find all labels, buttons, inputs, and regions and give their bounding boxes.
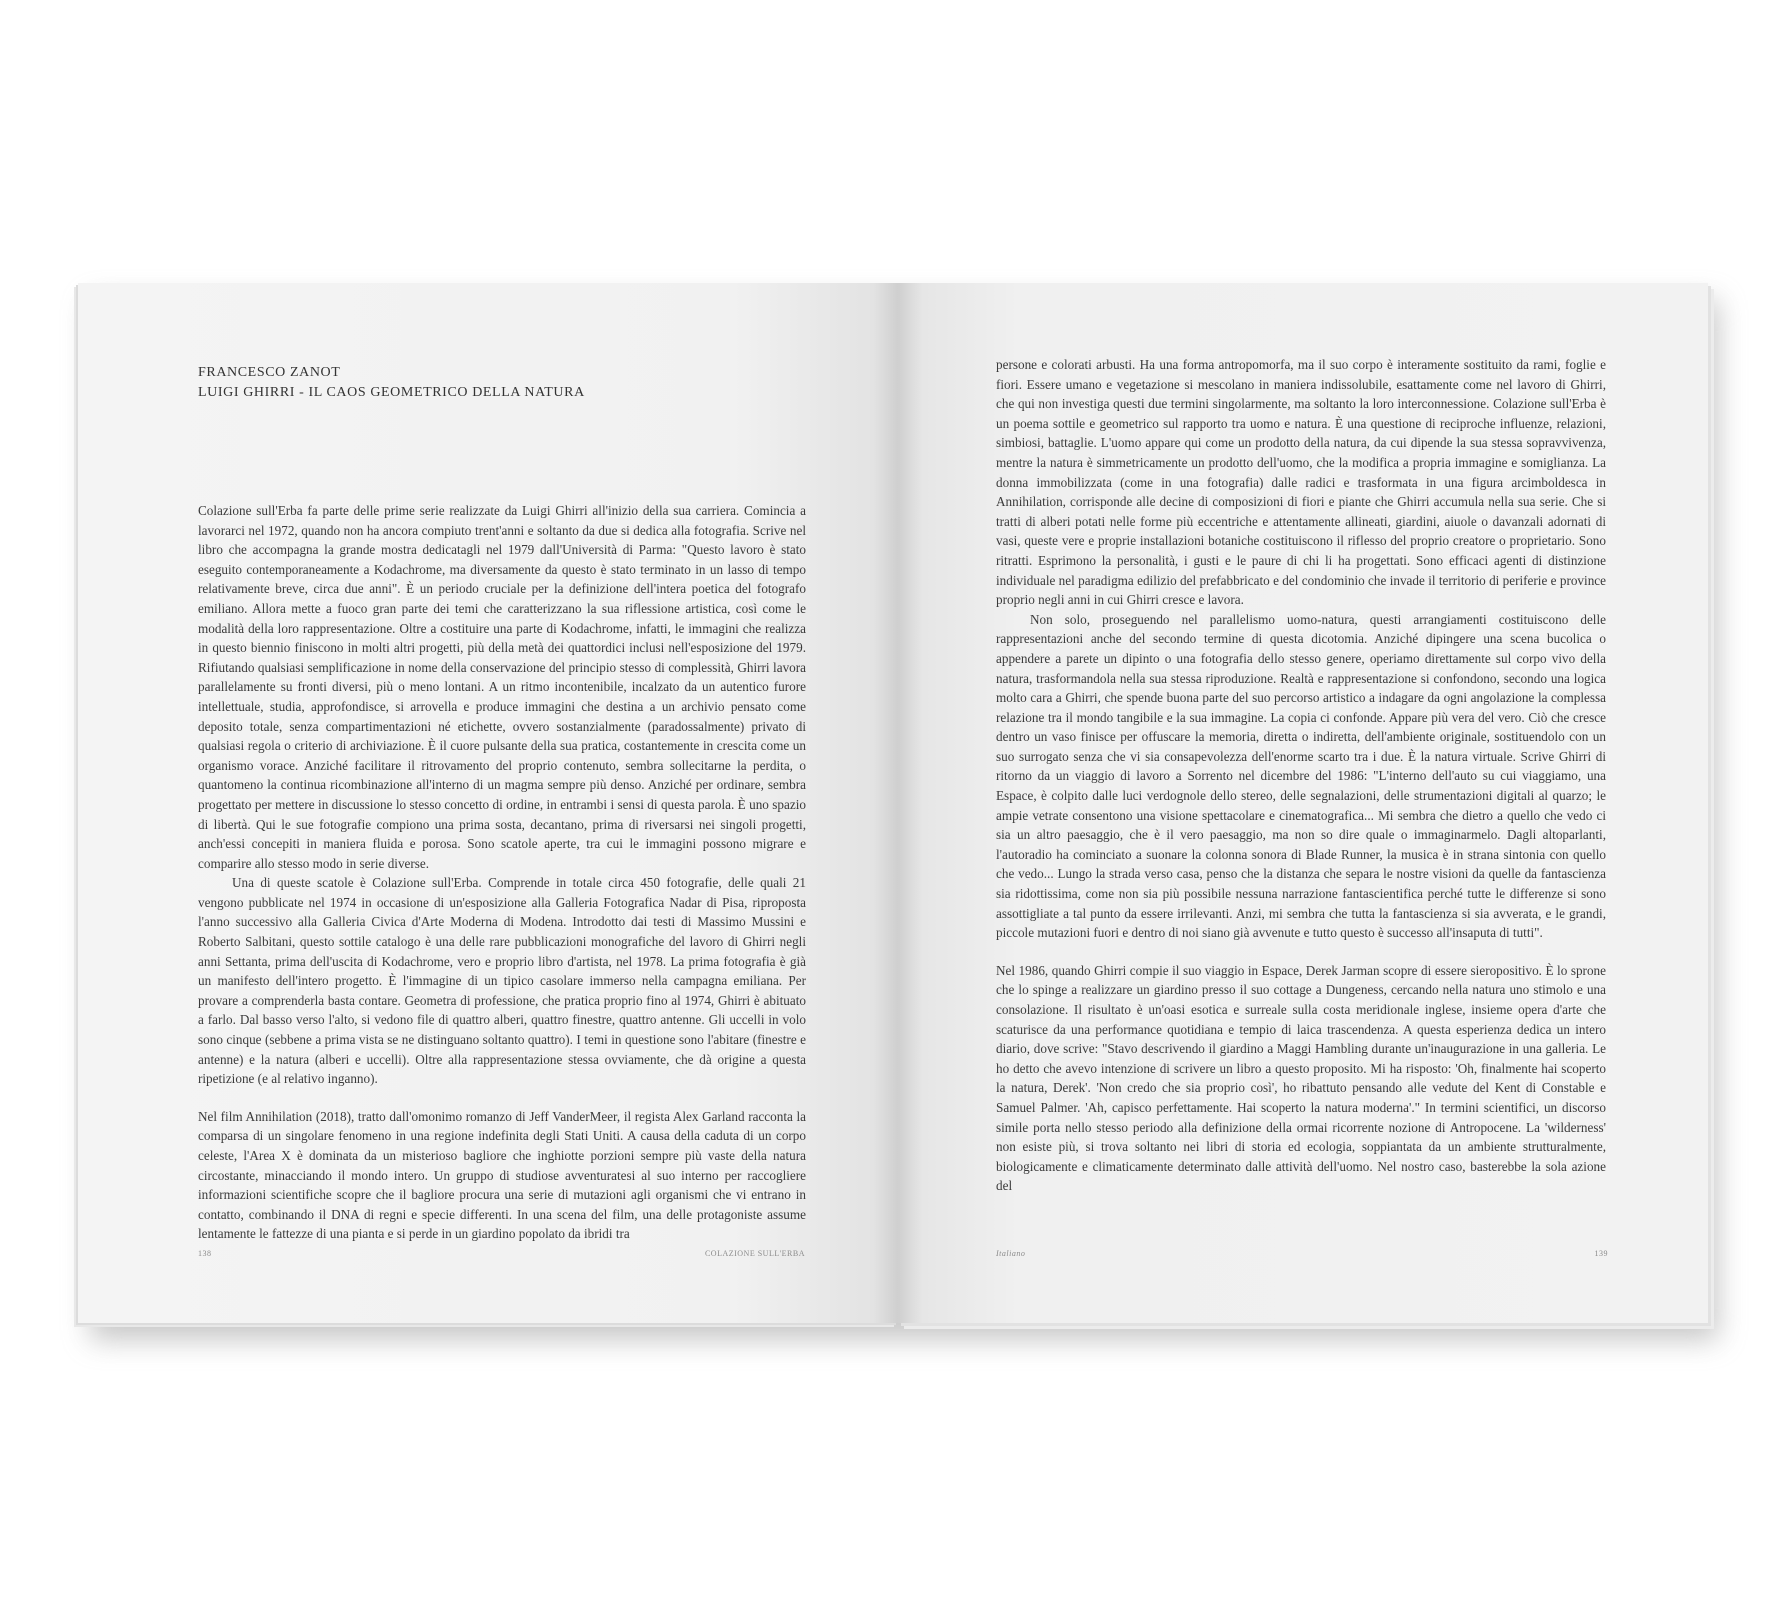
page-number: 138	[198, 1249, 212, 1258]
author-name: FRANCESCO ZANOT	[198, 365, 341, 380]
paragraph: persone e colorati arbusti. Ha una forma antropomorfa, ma il suo corpo è interamente sostituito da rami, foglie e fiori. Essere umano e vegetazione si mescolano in maniera indissolubile, esattamente come nel lavoro di Ghirri, che qui non investiga questi due termini singolarmente, ma soltanto la loro interconnessione. Colazione sull'Erba è un poema sottile e geometrico sul rapporto tra uomo e natura. È una questione di reciproche influenze, relazioni, simbiosi, battaglie. L'uomo appare qui come un prodotto della natura, da cui dipende la sua stessa sopravvivenza, mentre la natura è simmetricamente un prodotto dell'uomo, che la modifica a propria immagine e somiglianza. La donna immobilizzata (come in una fotografia) dalle radici e trasformata in una figura arcimboldesca in Annihilation, corrisponde alle decine di composizioni di fiori e piante che Ghirri accumula nella sua serie. Che si tratti di alberi potati nelle forme più eccentriche e attentamente allineati, giardini, aiuole o davanzali adornati di vasi, queste vere e proprie installazioni botaniche costituiscono il riflesso del proprio creatore o proprietario. Sono ritratti. Esprimono la personalità, i gusti e le paure di chi li ha progettati. Sono efficaci agenti di distinzione individuale nel paradigma edilizio del prefabbricato e del condominio che invade il territorio di periferie e province proprio negli anni in cui Ghirri cresce e lavora.	[996, 357, 1606, 608]
paragraph: Colazione sull'Erba fa parte delle prime serie realizzate da Luigi Ghirri all'inizio della sua carriera. Comincia a lavorarci nel 1972, quando non ha ancora compiuto trent'anni e soltanto da due si dedica alla fotografia. Scrive nel libro che accompagna la grande mostra dedicatagli nel 1979 dall'Università di Parma: "Questo lavoro è stato eseguito contemporaneamente a Kodachrome, ma diversamente da questo è stato terminato in un lasso di tempo relativamente breve, circa due anni". È un periodo cruciale per la definizione dell'intera poetica del fotografo emiliano. Allora mette a fuoco gran parte dei temi che caratterizzano la sua riflessione artistica, così come le modalità della loro rappresentazione. Oltre a costituire una parte di Kodachrome, infatti, le immagini che realizza in questo biennio finiscono in molti altri progetti, più della metà dei quattordici inclusi nell'esposizione del 1979. Rifiutando qualsiasi semplificazione in nome della conservazione del principio stesso di complessità, Ghirri lavora parallelamente su fronti diversi, più o meno lontani. A un ritmo incontenibile, incalzato da un autentico furore intellettuale, studia, approfondisce, si arrovella e produce immagini che destina a un archivio pensato come deposito totale, senza compartimentazioni né etichette, ovvero sostanzialmente (paradossalmente) privato di qualsiasi regola o criterio di archiviazione. È il cuore pulsante della sua pratica, costantemente in crescita come un organismo vorace. Anziché facilitare il ritrovamento del proprio contenuto, sembra sollecitarne la perdita, o quantomeno la continua ricombinazione all'interno di un magma sempre più denso. Anziché per ordinare, sembra progettato per mettere in discussione lo stesso concetto di ordine, in entrambi i sensi di questa parola. È uno spazio di libertà. Qui le sue fotografie compiono una prima sosta, decantano, prima di riversarsi nei singoli progetti, anch'essi concepiti in maniera fluida e porosa. Sono scatole aperte, tra cui le immagini possono migrare e comparire allo stesso modo in serie diverse.	[198, 503, 806, 871]
paragraph: Nel film Annihilation (2018), tratto dall'omonimo romanzo di Jeff VanderMeer, il regista Alex Garland racconta la comparsa di un singolare fenomeno in una regione indefinita degli Stati Uniti. A causa della caduta di un corpo celeste, l'Area X è dominata da un misterioso bagliore che inghiotte porzioni sempre più vaste della natura circostante, minacciando il mondo intero. Un gruppo di studiose avventuratesi al suo interno per raccogliere informazioni scientifiche scopre che il bagliore procura una serie di mutazioni agli organismi che vi entrano in contatto, combinando il DNA di regni e specie differenti. In una scena del film, una delle protagoniste assume lentamente le fattezze di una pianta e si perde in un giardino popolato da ibridi tra	[198, 1108, 806, 1242]
left-page	[78, 283, 898, 1323]
page-number: 139	[1594, 1249, 1608, 1258]
right-body-text	[996, 355, 1606, 1196]
paragraph: Una di queste scatole è Colazione sull'Erba. Comprende in totale circa 450 fotografie, delle quali 21 vengono pubblicate nel 1974 in occasione di un'esposizione alla Galleria Fotografica Nadar di Pisa, riproposta l'anno successivo alla Galleria Civica d'Arte Moderna di Modena. Introdotto dai testi di Massimo Mussini e Roberto Salbitani, questo sottile catalogo è una delle rare pubblicazioni monografiche del lavoro di Ghirri negli anni Settanta, prima dell'uscita di Kodachrome, vero e proprio libro d'artista, nel 1978. La prima fotografia è già un manifesto dell'intero progetto. È l'immagine di un tipico casolare immerso nella campagna emiliana. Per provare a comprenderla basta contare. Geometra di professione, che pratica proprio fino al 1974, Ghirri è abituato a farlo. Dal basso verso l'alto, si vedono file di quattro alberi, quattro finestre, quattro antenne. Gli uccelli in volo sono cinque (sebbene a prima vista se ne distinguano soltanto quattro). I temi in questione sono l'abitare (finestre e antenne) e la natura (alberi e uccelli). Oltre alla rappresentazione stessa ovviamente, che dà origine a questa ripetizione (e al relativo inganno).	[198, 875, 806, 1087]
essay-header	[198, 363, 585, 403]
running-language: Italiano	[996, 1249, 1026, 1258]
paragraph: Non solo, proseguendo nel parallelismo uomo-natura, questi arrangiamenti costituiscono delle rappresentazioni anche del secondo termine di questa dicotomia. Anziché dipingere una scena bucolica o appendere a parete un dipinto o una fotografia dello stesso genere, operiamo direttamente sul corpo vivo della natura, trasformandola nella sua stessa riproduzione. Realtà e rappresentazione si confondono, secondo una logica molto cara a Ghirri, che spende buona parte del suo percorso artistico a indagare da ogni angolazione la complessa relazione tra il mondo tangibile e la sua immagine. La copia ci confonde. Appare più vera del vero. Ciò che cresce dentro un vaso finisce per offuscare la memoria, diretta o indiretta, dell'ambiente originale, sostituendolo con un suo surrogato senza che vi sia consapevolezza dell'enorme scarto tra i due. È la natura virtuale. Scrive Ghirri di ritorno da un viaggio di lavoro a Sorrento nel dicembre del 1986: "L'interno dell'auto su cui viaggiamo, una Espace, è colpito dalle luci verdognole dello stereo, delle segnalazioni, delle strumentazioni digitali al quarzo; le ampie vetrate consentono una visione spettacolare e cinematografica... Mi sembra che dietro a quello che vedo ci sia un altro paesaggio, che è il vero paesaggio, ma non so dire quale o immaginarmelo. Dagli altoparlanti, l'autoradio ha cominciato a suonare la colonna sonora di Blade Runner, la musica è in strana sintonia con quello che vedo... Lungo la strada verso casa, penso che la distanza che separa le nostre visioni da quelle da fantascienza sia ridottissima, come non sia più possibile nessuna narrazione fantascientifica perché tutte le differenze si sono assottigliate a tal punto da essere irrilevanti. Anzi, mi sembra che tutta la fantascienza si sia avverata, e le grandi, piccole mutazioni fuori e dentro di noi siano già avvenute e tutto questo è successo all'insaputa di tutti".	[996, 611, 1606, 941]
essay-title: LUIGI GHIRRI - IL CAOS GEOMETRICO DELLA NATURA	[198, 385, 585, 400]
paragraph: Nel 1986, quando Ghirri compie il suo viaggio in Espace, Derek Jarman scopre di essere sieropositivo. È lo sprone che lo spinge a realizzare un giardino presso il suo cottage a Dungeness, cercando nella natura uno stimolo e una consolazione. Il risultato è un'oasi esotica e surreale sulla costa meridionale inglese, insieme opera d'arte che scaturisce da una performance quotidiana e tempio di laica trascendenza. A questa esperienza dedica un intero diario, dove scrive: "Stavo descrivendo il giardino a Maggi Hambling durante un'inaugurazione in una galleria. Le ho detto che avevo intenzione di scrivere un libro a questo proposito. Mi ha risposto: 'Oh, finalmente hai scoperto la natura, Derek'. 'Non credo che sia proprio così', ho ribattuto pensando alle vedute del Kent di Constable e Samuel Palmer. 'Ah, capisco perfettamente. Hai scoperto la natura moderna'." In termini scientifici, un discorso simile porta nello stesso periodo alla definizione della ormai ricorrente nozione di Antropocene. La 'wilderness' non esiste più, si trova soltanto nei libri di storia ed ecologia, soppiantata da un ambiente strutturalmente, biologicamente e climaticamente determinato dalle attività dell'uomo. Nel nostro caso, basterebbe la sola azione del	[996, 962, 1606, 1194]
left-body-text	[198, 501, 806, 1244]
right-page	[898, 283, 1708, 1323]
open-book	[78, 283, 1714, 1335]
running-title: COLAZIONE SULL'ERBA	[704, 1249, 805, 1258]
